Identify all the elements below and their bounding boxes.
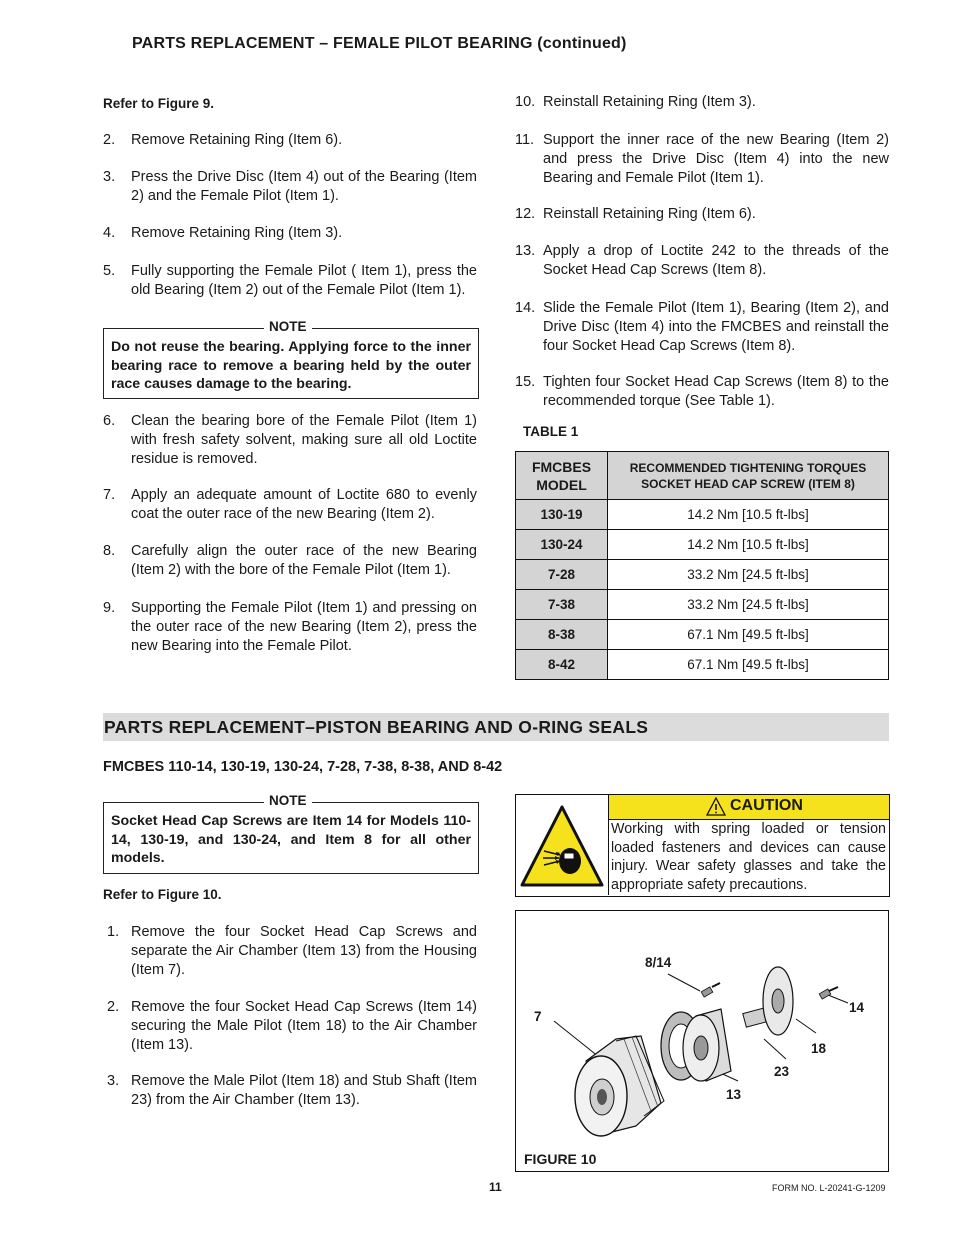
caution-text: Working with spring loaded or tension loaded fasteners and devices can cause injury. Wear safety glasses and take the appropriate safety precautions. (611, 821, 886, 893)
note-text: Socket Head Cap Screws are Item 14 for Models 110-14, 130-19, and 130-24, and Item 8 for all other models. (111, 813, 471, 866)
form-number: FORM NO. L-20241-G-1209 (772, 1183, 886, 1193)
safety-glasses-warning-icon (516, 795, 609, 895)
table-row: 7-28 33.2 Nm [24.5 ft-lbs] (516, 560, 889, 590)
table-label: TABLE 1 (523, 424, 579, 439)
note-box-bearing (103, 319, 479, 399)
section-title: PARTS REPLACEMENT–PISTON BEARING AND O-RING SEALS (104, 717, 649, 737)
section-subtitle: FMCBES 110-14, 130-19, 130-24, 7-28, 7-38, 8-38, AND 8-42 (103, 759, 503, 775)
warning-triangle-icon (706, 797, 726, 816)
note-text: Do not reuse the bearing. Applying force to the inner bearing race to remove a bearing held by the outer race causes damage to the bearing. (111, 339, 471, 392)
refer-figure-9: Refer to Figure 9. (103, 96, 215, 111)
caution-header (609, 795, 889, 820)
housing-part (575, 1036, 664, 1136)
table-row: 130-24 14.2 Nm [10.5 ft-lbs] (516, 530, 889, 560)
callout-8-14: 8/14 (645, 955, 672, 970)
note-label: NOTE (264, 319, 312, 334)
callout-14: 14 (849, 1000, 865, 1015)
torque-table (515, 451, 889, 680)
header-model: FMCBES MODEL (516, 452, 608, 500)
note-label: NOTE (264, 793, 312, 808)
male-pilot-part (743, 967, 793, 1035)
header-torque: RECOMMENDED TIGHTENING TORQUES SOCKET HEAD CAP SCREW (ITEM 8) (608, 452, 889, 500)
table-row: 130-19 14.2 Nm [10.5 ft-lbs] (516, 500, 889, 530)
section-header-bar (103, 713, 889, 741)
callout-13: 13 (726, 1087, 742, 1102)
callout-18: 18 (811, 1041, 827, 1056)
caution-title: CAUTION (730, 797, 803, 814)
page-title: PARTS REPLACEMENT – FEMALE PILOT BEARING (continued) (132, 35, 627, 52)
callout-7: 7 (534, 1009, 542, 1024)
callout-23: 23 (774, 1064, 790, 1079)
caution-box (515, 794, 890, 897)
note-box-screws (103, 793, 479, 874)
table-row: 8-38 67.1 Nm [49.5 ft-lbs] (516, 620, 889, 650)
screw-part-left (701, 983, 720, 997)
exploded-assembly-illustration (516, 911, 888, 1171)
refer-figure-10: Refer to Figure 10. (103, 887, 222, 902)
table-header-row (516, 452, 889, 500)
table-row: 7-38 33.2 Nm [24.5 ft-lbs] (516, 590, 889, 620)
figure-10 (515, 910, 889, 1172)
table-row: 8-42 67.1 Nm [49.5 ft-lbs] (516, 650, 889, 680)
figure-caption: FIGURE 10 (524, 1151, 597, 1167)
page-number: 11 (489, 1180, 502, 1194)
screw-part-right (819, 987, 838, 999)
